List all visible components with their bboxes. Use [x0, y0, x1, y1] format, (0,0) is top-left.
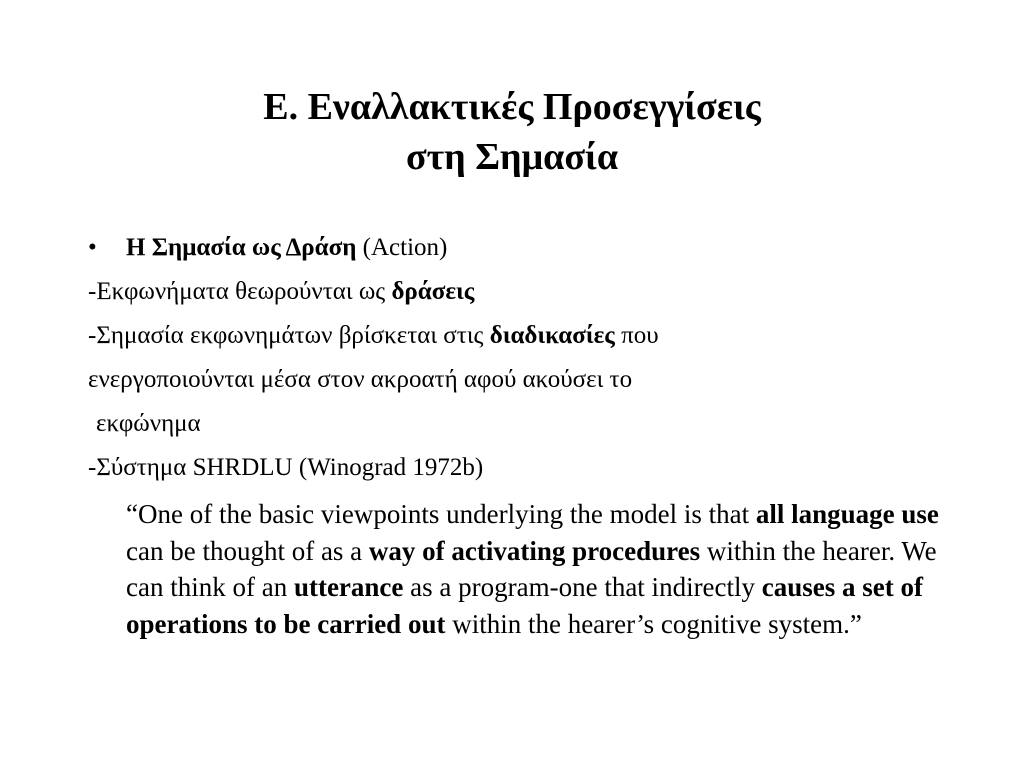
bullet-bold-text: Η Σημασία ως Δράση [126, 234, 357, 261]
quote-part-1: “One of the basic viewpoints underlying the model is that [126, 499, 756, 529]
quote-part-4: as a program-one that indirectly [403, 572, 762, 602]
slide-title [0, 82, 1024, 182]
quote-bold-3: utterance [293, 572, 404, 602]
text-line-4 [88, 402, 968, 446]
text-line-2 [88, 314, 968, 358]
quote-bold-2: way of activating procedures [368, 535, 701, 566]
quote-bold-1: all language use [755, 499, 939, 529]
bullet-symbol: • [88, 234, 97, 261]
bullet-rest-text: (Action) [356, 234, 448, 261]
title-line-2: στη Σημασία [405, 136, 619, 178]
quote-part-3: within the hearer. We can think of an [126, 535, 937, 602]
line2-bold: διαδικασίες [489, 322, 615, 349]
quote-part-2: can be thought of as a [126, 535, 369, 566]
line1-bold: δράσεις [391, 278, 475, 305]
line3-text: ενεργοποιούνται μέσα στον ακροατή αφού ακούσει το [88, 366, 633, 393]
quote-part-5: within the hearer’s cognitive system.” [445, 608, 862, 639]
quote-bold-4: causes a set of operations to be carried out [126, 572, 924, 639]
text-line-1 [88, 270, 968, 314]
bullet-item [88, 226, 968, 270]
text-line-3 [88, 358, 968, 402]
line1-text: -Εκφωνήματα θεωρούνται ως [88, 278, 392, 305]
line2-after: που [614, 322, 659, 349]
line5-text: -Σύστημα SHRDLU (Winograd 1972b) [88, 454, 484, 481]
text-line-5 [88, 446, 968, 490]
title-line-1: Ε. Εναλλακτικές Προσεγγίσεις [263, 86, 761, 128]
line2-text: -Σημασία εκφωνημάτων βρίσκεται στις [88, 322, 490, 349]
slide-body [88, 226, 968, 642]
line4-text: εκφώνημα [96, 410, 201, 437]
winograd-quote [126, 496, 946, 642]
